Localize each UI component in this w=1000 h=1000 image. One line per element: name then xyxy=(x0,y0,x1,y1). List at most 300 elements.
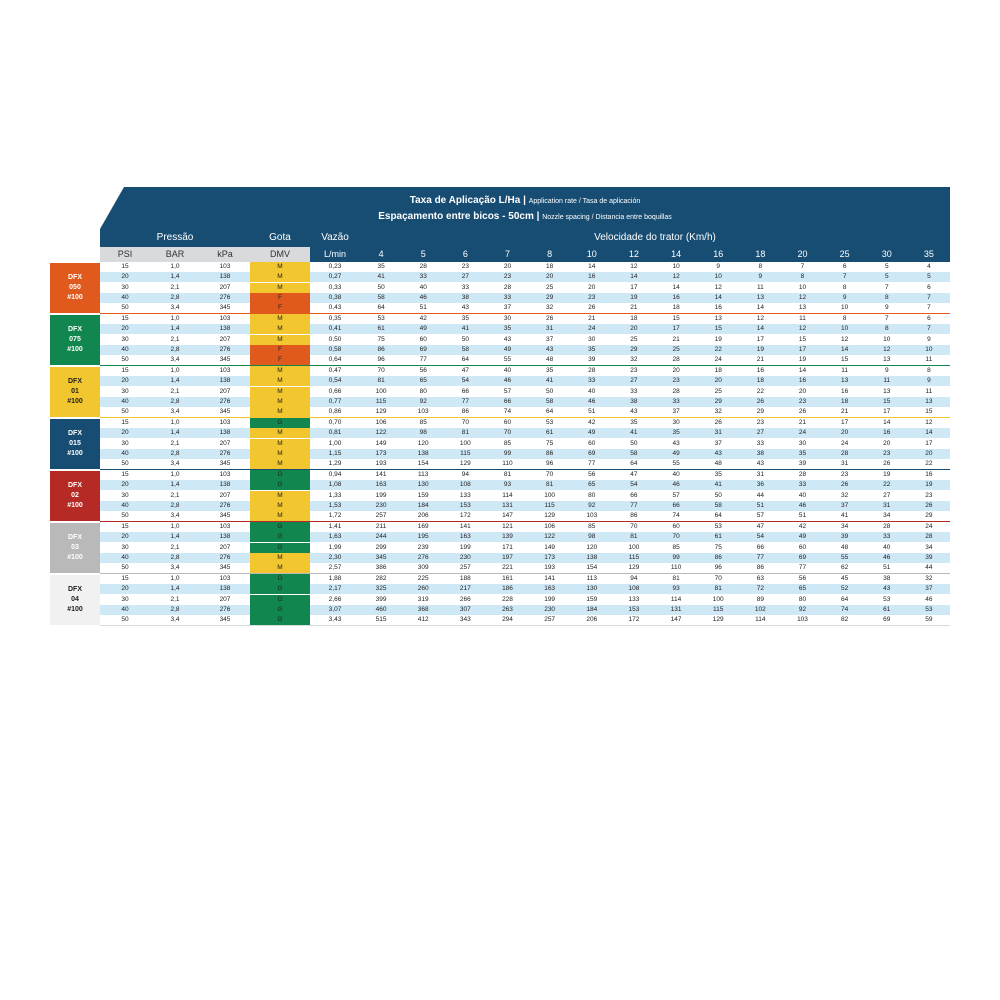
rate-cell: 52 xyxy=(841,585,849,593)
rate-cell: 23 xyxy=(630,367,638,374)
rate-cell: 14 xyxy=(883,419,891,426)
rate-cell: 74 xyxy=(503,408,512,416)
rate-cell: 59 xyxy=(925,616,933,624)
rate-cell: 65 xyxy=(419,377,427,385)
rate-cell: 131 xyxy=(502,501,513,509)
rate-cell: 5 xyxy=(884,263,889,270)
speed-header: 20 xyxy=(797,249,808,259)
rate-cell: 74 xyxy=(841,605,849,613)
rate-cell: 92 xyxy=(419,397,427,405)
rate-cell: 40 xyxy=(588,387,596,395)
kpa-cell: 138 xyxy=(219,325,231,333)
rate-cell: 64 xyxy=(377,304,385,312)
rate-cell: 30 xyxy=(503,315,512,322)
bar-cell: 1,0 xyxy=(170,263,180,270)
rate-cell: 15 xyxy=(672,315,680,322)
rate-cell: 139 xyxy=(502,533,513,541)
gota-cell: M xyxy=(250,262,310,272)
rate-cell: 10 xyxy=(925,345,933,353)
gota-cell: M xyxy=(250,428,310,438)
table-row xyxy=(100,314,950,324)
rate-cell: 23 xyxy=(883,449,891,457)
rate-cell: 12 xyxy=(630,263,638,270)
rate-cell: 35 xyxy=(503,325,512,333)
rate-cell: 294 xyxy=(502,616,513,624)
nozzle-badge xyxy=(50,523,100,573)
gota-cell: G xyxy=(250,605,310,615)
kpa-cell: 207 xyxy=(219,335,231,343)
header-row-main xyxy=(100,229,950,247)
rate-cell: 114 xyxy=(502,491,513,499)
rate-cell: 15 xyxy=(925,408,933,416)
vazao-cell: 1,15 xyxy=(328,449,342,457)
vazao-cell: 0,94 xyxy=(328,471,342,478)
rate-cell: 29 xyxy=(546,293,554,301)
rate-cell: 18 xyxy=(672,304,680,312)
speed-header: 14 xyxy=(671,249,682,259)
header-psi: PSI xyxy=(100,247,150,262)
rate-cell: 110 xyxy=(670,564,682,572)
rate-cell: 70 xyxy=(630,523,638,530)
gota-cell: F xyxy=(250,293,310,303)
rate-cell: 5 xyxy=(884,273,889,281)
rate-cell: 7 xyxy=(927,325,931,333)
rate-cell: 92 xyxy=(798,605,807,613)
rate-cell: 13 xyxy=(925,397,933,405)
gota-cell: F xyxy=(250,345,310,355)
psi-cell: 15 xyxy=(121,523,129,530)
gota-cell: F xyxy=(250,355,310,365)
rate-cell: 17 xyxy=(756,335,764,343)
speed-header: 7 xyxy=(504,249,510,259)
psi-cell: 15 xyxy=(121,367,129,374)
rate-cell: 24 xyxy=(588,325,596,333)
nozzle-label-line: DFX xyxy=(68,429,82,437)
rate-cell: 61 xyxy=(714,533,722,541)
vazao-cell: 0,86 xyxy=(328,408,342,416)
rate-cell: 18 xyxy=(546,263,554,270)
rate-cell: 206 xyxy=(586,616,598,624)
psi-cell: 40 xyxy=(121,293,129,301)
rate-cell: 17 xyxy=(841,419,849,426)
rate-cell: 40 xyxy=(883,543,891,551)
rate-cell: 46 xyxy=(798,501,807,509)
rate-cell: 60 xyxy=(588,439,596,447)
table-row xyxy=(100,553,950,563)
rate-cell: 35 xyxy=(546,367,554,374)
table-row xyxy=(100,449,950,459)
rate-cell: 70 xyxy=(503,429,512,437)
rate-cell: 8 xyxy=(927,367,931,374)
rate-cell: 56 xyxy=(798,575,807,582)
rate-cell: 28 xyxy=(588,367,596,374)
vazao-cell: 1,33 xyxy=(328,491,342,499)
rate-cell: 60 xyxy=(419,335,427,343)
title-line-nozzle-spacing xyxy=(100,211,950,224)
table-row xyxy=(100,501,950,511)
gota-cell: M xyxy=(250,324,310,334)
rate-cell: 35 xyxy=(798,449,807,457)
gota-cell: M xyxy=(250,511,310,521)
rate-cell: 46 xyxy=(672,481,680,489)
nozzle-label-line: DFX xyxy=(68,377,82,385)
rate-cell: 121 xyxy=(502,523,513,530)
rate-cell: 4 xyxy=(927,263,931,270)
rate-cell: 13 xyxy=(883,356,891,364)
rate-cell: 48 xyxy=(841,543,849,551)
bar-cell: 3,4 xyxy=(170,512,180,520)
rate-cell: 38 xyxy=(461,293,469,301)
kpa-cell: 345 xyxy=(219,356,231,364)
kpa-cell: 138 xyxy=(219,533,231,541)
rate-cell: 70 xyxy=(461,419,469,426)
rate-cell: 103 xyxy=(586,512,598,520)
rate-cell: 70 xyxy=(546,471,554,478)
rate-cell: 37 xyxy=(546,335,554,343)
rate-cell: 35 xyxy=(461,315,469,322)
vazao-cell: 2,17 xyxy=(328,585,342,593)
rate-cell: 37 xyxy=(925,585,933,593)
rate-cell: 19 xyxy=(714,335,722,343)
rate-cell: 57 xyxy=(503,387,512,395)
rate-cell: 64 xyxy=(630,460,638,468)
rate-cell: 11 xyxy=(799,315,806,322)
bar-cell: 1,0 xyxy=(170,419,180,426)
rate-cell: 29 xyxy=(925,512,933,520)
nozzle-label-line: #100 xyxy=(67,605,83,613)
nozzle-badge xyxy=(50,575,100,625)
nozzle-label-line: 075 xyxy=(69,335,81,343)
vazao-cell: 0,41 xyxy=(328,325,342,333)
gota-cell: G xyxy=(250,480,310,490)
rate-cell: 93 xyxy=(672,585,680,593)
nozzle-label-line: #100 xyxy=(67,397,83,405)
rate-cell: 53 xyxy=(377,315,385,322)
rate-cell: 23 xyxy=(841,471,849,478)
rate-cell: 20 xyxy=(714,377,722,385)
table-row xyxy=(100,397,950,407)
rate-cell: 299 xyxy=(375,543,387,551)
rate-cell: 319 xyxy=(417,595,429,603)
application-rate-table xyxy=(50,187,950,624)
rate-cell: 40 xyxy=(503,367,512,374)
psi-cell: 20 xyxy=(121,585,129,593)
rate-cell: 115 xyxy=(460,449,471,457)
speed-header: 35 xyxy=(923,249,934,259)
rate-cell: 65 xyxy=(798,585,807,593)
rate-cell: 8 xyxy=(800,273,805,281)
table-row xyxy=(100,335,950,345)
rate-cell: 26 xyxy=(925,501,933,509)
speed-header: 18 xyxy=(755,249,766,259)
vazao-cell: 1,99 xyxy=(328,543,342,551)
rate-cell: 31 xyxy=(756,471,764,478)
rate-cell: 11 xyxy=(841,367,848,374)
header-row-units xyxy=(100,247,950,262)
rate-cell: 56 xyxy=(419,367,427,374)
rate-cell: 129 xyxy=(712,616,724,624)
rate-cell: 14 xyxy=(756,304,764,312)
rate-cell: 130 xyxy=(586,585,598,593)
rate-cell: 225 xyxy=(417,575,429,582)
rate-cell: 50 xyxy=(630,439,638,447)
psi-cell: 30 xyxy=(121,491,129,499)
gota-cell: G xyxy=(250,574,310,584)
rate-cell: 30 xyxy=(588,335,596,343)
bar-cell: 1,0 xyxy=(170,575,180,582)
rate-cell: 172 xyxy=(459,512,471,520)
rate-cell: 58 xyxy=(377,293,385,301)
speed-header: 10 xyxy=(586,249,597,259)
rate-cell: 26 xyxy=(714,419,722,426)
vazao-cell: 2,57 xyxy=(328,564,342,572)
rate-cell: 58 xyxy=(546,397,554,405)
rate-cell: 129 xyxy=(628,564,640,572)
rate-cell: 53 xyxy=(546,419,554,426)
rate-cell: 13 xyxy=(883,387,891,395)
vazao-cell: 0,77 xyxy=(328,397,342,405)
gota-cell: G xyxy=(250,470,310,480)
rate-cell: 54 xyxy=(630,481,638,489)
nozzle-group xyxy=(50,262,950,314)
rate-cell: 55 xyxy=(503,356,512,364)
bar-cell: 1,0 xyxy=(170,471,180,478)
gota-cell: G xyxy=(250,532,310,542)
rate-cell: 51 xyxy=(588,408,596,416)
rate-cell: 86 xyxy=(461,408,469,416)
rate-cell: 230 xyxy=(459,553,471,561)
rate-cell: 23 xyxy=(503,273,512,281)
kpa-cell: 276 xyxy=(219,345,231,353)
gota-cell: M xyxy=(250,376,310,386)
vazao-cell: 1,08 xyxy=(328,481,342,489)
rate-cell: 147 xyxy=(502,512,513,520)
rate-cell: 20 xyxy=(588,283,596,291)
rate-cell: 32 xyxy=(546,304,554,312)
rate-cell: 44 xyxy=(925,564,933,572)
rate-cell: 82 xyxy=(841,616,849,624)
rate-cell: 412 xyxy=(417,616,429,624)
rate-cell: 22 xyxy=(883,481,891,489)
rate-cell: 345 xyxy=(375,553,387,561)
kpa-cell: 345 xyxy=(219,564,231,572)
rate-cell: 18 xyxy=(841,397,849,405)
gota-cell: M xyxy=(250,449,310,459)
rate-cell: 64 xyxy=(461,356,469,364)
rate-cell: 29 xyxy=(714,397,722,405)
rate-cell: 57 xyxy=(756,512,764,520)
rate-cell: 21 xyxy=(588,315,596,322)
rate-cell: 25 xyxy=(714,387,722,395)
rate-cell: 19 xyxy=(798,356,807,364)
kpa-cell: 207 xyxy=(219,439,231,447)
rate-cell: 60 xyxy=(503,419,512,426)
psi-cell: 50 xyxy=(121,460,129,468)
psi-cell: 50 xyxy=(121,564,129,572)
rate-cell: 62 xyxy=(841,564,849,572)
rate-cell: 13 xyxy=(714,315,722,322)
rate-cell: 33 xyxy=(883,533,891,541)
rate-cell: 23 xyxy=(925,491,933,499)
psi-cell: 15 xyxy=(121,263,129,270)
rate-cell: 199 xyxy=(375,491,387,499)
rate-cell: 38 xyxy=(756,449,764,457)
rate-cell: 51 xyxy=(798,512,807,520)
bar-cell: 2,8 xyxy=(170,605,180,613)
rate-cell: 129 xyxy=(375,408,387,416)
rate-cell: 22 xyxy=(714,345,722,353)
rate-cell: 57 xyxy=(672,491,680,499)
bar-cell: 2,8 xyxy=(170,345,180,353)
psi-cell: 40 xyxy=(121,345,129,353)
rate-cell: 239 xyxy=(417,543,429,551)
rate-cell: 276 xyxy=(417,553,429,561)
vazao-cell: 1,63 xyxy=(328,533,342,541)
table-row xyxy=(100,418,950,428)
rate-cell: 163 xyxy=(375,481,387,489)
rate-cell: 115 xyxy=(713,605,724,613)
rate-cell: 69 xyxy=(588,449,596,457)
rate-cell: 51 xyxy=(756,501,764,509)
rate-cell: 31 xyxy=(841,460,849,468)
rate-cell: 129 xyxy=(544,512,556,520)
gota-cell: G xyxy=(250,543,310,553)
kpa-cell: 345 xyxy=(219,460,231,468)
rate-cell: 38 xyxy=(630,397,638,405)
rate-cell: 7 xyxy=(800,263,805,270)
rate-cell: 60 xyxy=(672,523,680,530)
kpa-cell: 345 xyxy=(219,512,231,520)
rate-cell: 41 xyxy=(714,481,722,489)
rate-cell: 12 xyxy=(883,345,891,353)
rate-cell: 114 xyxy=(670,595,682,603)
psi-cell: 50 xyxy=(121,512,129,520)
rate-cell: 27 xyxy=(756,429,764,437)
rate-cell: 199 xyxy=(544,595,556,603)
rate-cell: 49 xyxy=(798,533,807,541)
rate-cell: 7 xyxy=(842,273,847,281)
rate-cell: 460 xyxy=(375,605,387,613)
rate-cell: 37 xyxy=(672,408,680,416)
kpa-cell: 345 xyxy=(219,304,231,312)
nozzle-label-line: 03 xyxy=(71,543,79,551)
rate-cell: 64 xyxy=(714,512,722,520)
rate-cell: 13 xyxy=(756,293,764,301)
table-row xyxy=(100,543,950,553)
rate-cell: 114 xyxy=(755,616,766,624)
header-dmv: DMV xyxy=(250,247,310,262)
rate-cell: 154 xyxy=(586,564,598,572)
rate-cell: 66 xyxy=(672,501,680,509)
nozzle-label-line: 02 xyxy=(71,491,79,499)
kpa-cell: 276 xyxy=(219,553,231,561)
title-banner xyxy=(100,187,950,229)
rate-cell: 113 xyxy=(586,575,597,582)
rate-cell: 21 xyxy=(630,304,638,312)
nozzle-label-line: #100 xyxy=(67,553,83,561)
rate-cell: 14 xyxy=(841,345,849,353)
bar-cell: 2,1 xyxy=(170,335,180,343)
nozzle-group xyxy=(50,522,950,574)
rate-cell: 141 xyxy=(544,575,556,582)
vazao-cell: 2,66 xyxy=(328,595,342,603)
rate-cell: 106 xyxy=(544,523,556,530)
rate-cell: 85 xyxy=(588,523,596,530)
rate-cell: 115 xyxy=(375,397,387,405)
table-row xyxy=(100,293,950,303)
vazao-cell: 1,41 xyxy=(328,523,342,530)
rate-cell: 86 xyxy=(630,512,638,520)
rate-cell: 307 xyxy=(459,605,471,613)
table-row xyxy=(100,376,950,386)
rate-cell: 44 xyxy=(756,491,764,499)
rate-cell: 11 xyxy=(925,356,933,364)
rate-cell: 102 xyxy=(754,605,766,613)
rate-cell: 48 xyxy=(546,356,554,364)
bar-cell: 1,4 xyxy=(170,273,180,281)
rate-cell: 23 xyxy=(798,397,807,405)
rate-cell: 147 xyxy=(670,616,682,624)
table-row xyxy=(100,574,950,584)
rate-cell: 33 xyxy=(503,293,512,301)
rate-cell: 81 xyxy=(377,377,385,385)
bar-cell: 1,0 xyxy=(170,523,180,530)
rate-cell: 9 xyxy=(884,367,889,374)
rate-cell: 16 xyxy=(588,273,596,281)
rate-cell: 53 xyxy=(883,595,891,603)
rate-cell: 18 xyxy=(714,367,722,374)
nozzle-label-line: #100 xyxy=(67,345,83,353)
rate-cell: 64 xyxy=(546,408,554,416)
psi-cell: 50 xyxy=(121,616,129,624)
rate-cell: 6 xyxy=(927,315,931,322)
kpa-cell: 103 xyxy=(219,471,231,478)
table-row xyxy=(100,345,950,355)
rate-cell: 46 xyxy=(419,293,427,301)
rate-cell: 16 xyxy=(672,293,680,301)
bar-cell: 2,1 xyxy=(170,491,180,499)
vazao-cell: 1,00 xyxy=(328,439,342,447)
kpa-cell: 103 xyxy=(219,367,231,374)
rate-cell: 16 xyxy=(798,377,807,385)
title-bold-1: Taxa de Aplicação L/Ha | xyxy=(409,195,526,206)
rate-cell: 20 xyxy=(503,263,512,270)
rate-cell: 41 xyxy=(377,273,385,281)
rate-cell: 10 xyxy=(672,263,680,270)
rate-cell: 49 xyxy=(672,449,680,457)
rate-cell: 47 xyxy=(756,523,764,530)
gota-cell: M xyxy=(250,397,310,407)
table-row xyxy=(100,470,950,480)
rate-cell: 49 xyxy=(503,345,512,353)
psi-cell: 40 xyxy=(121,397,129,405)
rate-cell: 45 xyxy=(841,575,849,582)
bar-cell: 2,1 xyxy=(170,595,180,603)
rate-cell: 12 xyxy=(756,315,764,322)
nozzle-label-line: 050 xyxy=(69,283,81,291)
rate-cell: 309 xyxy=(417,564,429,572)
rate-cell: 6 xyxy=(927,283,931,291)
rate-cell: 16 xyxy=(841,387,849,395)
gota-cell: M xyxy=(250,407,310,417)
gota-cell: F xyxy=(250,303,310,313)
rate-cell: 96 xyxy=(377,356,385,364)
rate-cell: 16 xyxy=(756,367,764,374)
rate-cell: 24 xyxy=(798,429,807,437)
rate-cell: 60 xyxy=(798,543,807,551)
rate-cell: 12 xyxy=(798,293,807,301)
psi-cell: 15 xyxy=(121,315,129,322)
